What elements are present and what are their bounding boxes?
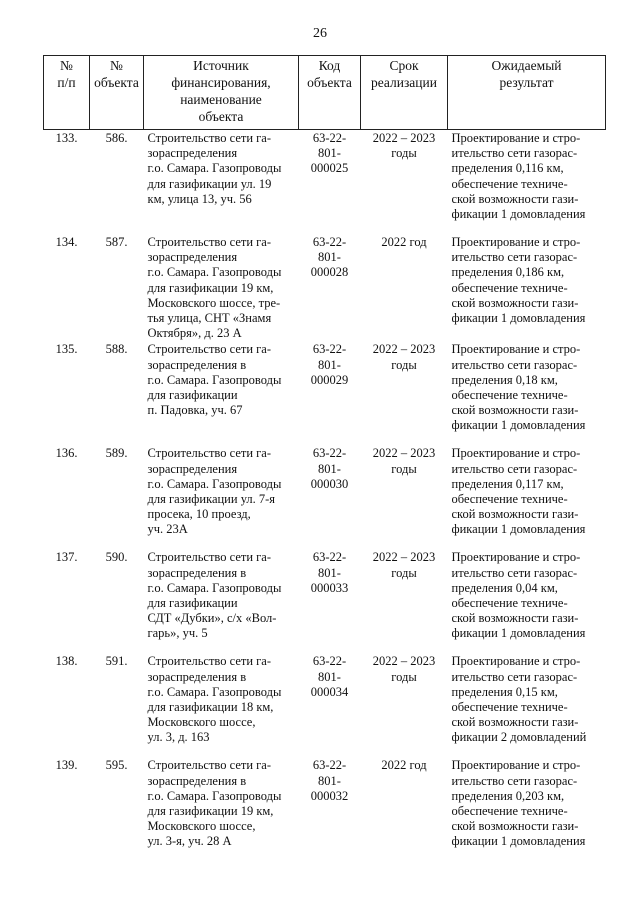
object-code-line: 63-22- xyxy=(312,131,347,145)
object-code xyxy=(299,341,361,445)
financing-source-line: г.о. Самара. Газопроводы xyxy=(147,684,282,699)
financing-source xyxy=(144,234,299,341)
object-number: 588. xyxy=(105,342,128,357)
expected-result-line: пределения 0,15 км, xyxy=(451,684,558,699)
object-number: 587. xyxy=(105,235,128,249)
implementation-term xyxy=(361,341,448,445)
financing-source-line: ул. 3-я, уч. 28 А xyxy=(147,834,232,849)
expected-result-line: Проектирование и стро- xyxy=(451,446,581,461)
financing-source-line: просека, 10 проезд, xyxy=(147,507,251,522)
implementation-term-line: 2022 год xyxy=(381,235,427,249)
table-row xyxy=(44,234,606,341)
financing-source-line: г.о. Самара. Газопроводы xyxy=(147,265,282,280)
object-number: 591. xyxy=(105,654,128,669)
implementation-term xyxy=(361,445,448,549)
table-row xyxy=(44,549,606,653)
object-code-line: 000032 xyxy=(310,788,349,803)
expected-result-line: Проектирование и стро- xyxy=(451,342,581,357)
object-code xyxy=(299,445,361,549)
financing-source-line: км, улица 13, уч. 56 xyxy=(147,191,252,206)
financing-source xyxy=(144,757,299,861)
financing-source-line: Строительство сети га- xyxy=(147,446,271,461)
object-number: 586. xyxy=(105,131,128,145)
expected-result-line: пределения 0,117 км, xyxy=(451,476,564,491)
financing-source-line: гарь», уч. 5 xyxy=(147,626,208,641)
expected-result xyxy=(448,757,606,861)
financing-source-line: Московского шоссе, xyxy=(147,715,256,730)
object-code-line: 63-22- xyxy=(312,550,347,565)
financing-source-line: Строительство сети га- xyxy=(147,131,271,145)
object-code xyxy=(299,130,361,235)
financing-source-line: зораспределения xyxy=(147,250,238,265)
financing-source-line: Строительство сети га- xyxy=(147,235,271,249)
expected-result-line: ительство сети газорас- xyxy=(451,250,578,265)
expected-result xyxy=(448,130,606,235)
implementation-term-line: 2022 – 2023 xyxy=(372,550,436,565)
header-source: Источник финансирования, наименование объекта xyxy=(144,56,299,130)
expected-result-line: Проектирование и стро- xyxy=(451,550,581,565)
expected-result-line: ительство сети газорас- xyxy=(451,773,578,788)
expected-result-line: ительство сети газорас- xyxy=(451,146,578,161)
table-row xyxy=(44,445,606,549)
expected-result-line: пределения 0,04 км, xyxy=(451,580,558,595)
object-code-line: 000028 xyxy=(310,265,349,280)
row-number: 133. xyxy=(55,131,78,145)
expected-result-line: ительство сети газорас- xyxy=(451,669,578,684)
object-code-line: 801- xyxy=(318,669,341,684)
financing-source-line: зораспределения xyxy=(147,461,238,476)
header-num: № п/п xyxy=(44,56,90,130)
expected-result-line: пределения 0,186 км, xyxy=(451,265,565,280)
financing-source-line: г.о. Самара. Газопроводы xyxy=(147,788,282,803)
financing-source-line: СДТ «Дубки», с/х «Вол- xyxy=(147,611,277,626)
object-code-line: 000029 xyxy=(310,372,349,387)
financing-source-line: Строительство сети га- xyxy=(147,758,271,773)
object-code-line: 000034 xyxy=(310,684,349,699)
financing-source-line: зораспределения в xyxy=(147,773,247,788)
expected-result-line: пределения 0,116 км, xyxy=(451,161,564,176)
row-number: 139. xyxy=(55,758,78,773)
object-code-line: 63-22- xyxy=(312,758,347,773)
implementation-term xyxy=(361,234,448,341)
object-code xyxy=(299,757,361,861)
financing-source-line: Строительство сети га- xyxy=(147,654,271,669)
header-code: Код объекта xyxy=(299,56,361,130)
object-number: 589. xyxy=(105,446,128,461)
implementation-term-line: годы xyxy=(391,669,417,684)
implementation-term xyxy=(361,549,448,653)
expected-result xyxy=(448,653,606,757)
implementation-term-line: годы xyxy=(391,565,417,580)
financing-source-line: п. Падовка, уч. 67 xyxy=(147,403,243,418)
financing-source-line: г.о. Самара. Газопроводы xyxy=(147,161,282,176)
financing-source-line: для газификации xyxy=(147,388,238,403)
table-row xyxy=(44,757,606,861)
expected-result-line: пределения 0,203 км, xyxy=(451,788,565,803)
financing-source xyxy=(144,653,299,757)
header-term: Срок реализации xyxy=(361,56,448,130)
expected-result-line: обеспечение техниче- xyxy=(451,176,568,191)
expected-result-line: ской возможности гази- xyxy=(451,507,579,522)
expected-result-line: ской возможности гази- xyxy=(451,403,579,418)
row-number: 137. xyxy=(55,550,78,565)
expected-result-line: обеспечение техниче- xyxy=(451,280,568,295)
expected-result-line: фикации 1 домовладения xyxy=(451,207,586,222)
expected-result-line: фикации 1 домовладения xyxy=(451,626,586,641)
row-number: 134. xyxy=(55,235,78,249)
expected-result-line: ительство сети газорас- xyxy=(451,461,578,476)
table-header-row xyxy=(44,56,606,130)
implementation-term-line: годы xyxy=(391,146,417,161)
financing-source-line: зораспределения в xyxy=(147,565,247,580)
object-code-line: 801- xyxy=(318,250,341,265)
implementation-term-line: 2022 год xyxy=(381,758,427,773)
object-number: 590. xyxy=(105,550,128,565)
implementation-term-line: 2022 – 2023 xyxy=(372,342,436,357)
object-code-line: 000030 xyxy=(310,476,349,491)
object-code-line: 801- xyxy=(318,565,341,580)
financing-source-line: зораспределения xyxy=(147,146,238,161)
expected-result-line: обеспечение техниче- xyxy=(451,804,568,819)
expected-result xyxy=(448,445,606,549)
implementation-term-line: 2022 – 2023 xyxy=(372,446,436,461)
financing-source xyxy=(144,445,299,549)
financing-source-line: для газификации 18 км, xyxy=(147,700,274,715)
financing-source-line: для газификации 19 км, xyxy=(147,804,274,819)
table-row xyxy=(44,341,606,445)
financing-source-line: Строительство сети га- xyxy=(147,342,271,357)
expected-result-line: ской возможности гази- xyxy=(451,295,579,310)
header-object-num: № объекта xyxy=(90,56,144,130)
expected-result-line: фикации 1 домовладения xyxy=(451,418,586,433)
financing-source xyxy=(144,341,299,445)
expected-result-line: ской возможности гази- xyxy=(451,715,579,730)
financing-source-line: Октября», д. 23 А xyxy=(147,326,242,341)
financing-source-line: для газификации ул. 19 xyxy=(147,176,272,191)
implementation-term xyxy=(361,130,448,235)
expected-result-line: обеспечение техниче- xyxy=(451,388,568,403)
expected-result-line: фикации 1 домовладения xyxy=(451,522,586,537)
implementation-term-line: годы xyxy=(391,461,417,476)
expected-result xyxy=(448,549,606,653)
financing-source-line: г.о. Самара. Газопроводы xyxy=(147,580,282,595)
object-code-line: 801- xyxy=(318,773,341,788)
financing-source-line: зораспределения в xyxy=(147,357,247,372)
object-number: 595. xyxy=(105,758,128,773)
object-code-line: 801- xyxy=(318,357,341,372)
table-row xyxy=(44,130,606,235)
implementation-term xyxy=(361,757,448,861)
expected-result-line: ской возможности гази- xyxy=(451,611,579,626)
object-code-line: 63-22- xyxy=(312,342,347,357)
expected-result-line: фикации 1 домовладения xyxy=(451,834,586,849)
financing-source-line: ул. 3, д. 163 xyxy=(147,730,210,745)
object-code-line: 801- xyxy=(318,461,341,476)
row-number: 135. xyxy=(55,342,78,357)
expected-result-line: ительство сети газорас- xyxy=(451,565,578,580)
financing-source-line: г.о. Самара. Газопроводы xyxy=(147,372,282,387)
expected-result xyxy=(448,234,606,341)
financing-source-line: Московского шоссе, тре- xyxy=(147,295,281,310)
financing-source-line: г.о. Самара. Газопроводы xyxy=(147,476,282,491)
object-code-line: 000033 xyxy=(310,580,349,595)
object-code-line: 801- xyxy=(318,146,341,161)
row-number: 138. xyxy=(55,654,78,669)
object-code xyxy=(299,653,361,757)
financing-source-line: зораспределения в xyxy=(147,669,247,684)
expected-result-line: обеспечение техниче- xyxy=(451,596,568,611)
table-row xyxy=(44,653,606,757)
expected-result-line: ской возможности гази- xyxy=(451,819,579,834)
expected-result-line: фикации 1 домовладения xyxy=(451,311,586,326)
expected-result-line: Проектирование и стро- xyxy=(451,131,581,145)
object-code-line: 63-22- xyxy=(312,654,347,669)
financing-source-line: уч. 23А xyxy=(147,522,188,537)
financing-source-line: Московского шоссе, xyxy=(147,819,256,834)
financing-source-line: Строительство сети га- xyxy=(147,550,271,565)
implementation-term xyxy=(361,653,448,757)
object-code-line: 63-22- xyxy=(312,446,347,461)
expected-result-line: Проектирование и стро- xyxy=(451,235,581,249)
expected-result-line: пределения 0,18 км, xyxy=(451,372,558,387)
implementation-term-line: 2022 – 2023 xyxy=(372,654,436,669)
financing-source xyxy=(144,549,299,653)
expected-result-line: обеспечение техниче- xyxy=(451,492,568,507)
object-code xyxy=(299,549,361,653)
expected-result-line: ской возможности гази- xyxy=(451,191,579,206)
object-code-line: 000025 xyxy=(310,161,349,176)
object-code-line: 63-22- xyxy=(312,235,347,249)
financing-source xyxy=(144,130,299,235)
financing-source-line: тья улица, СНТ «Знамя xyxy=(147,311,272,326)
expected-result-line: Проектирование и стро- xyxy=(451,758,581,773)
implementation-term-line: 2022 – 2023 xyxy=(372,131,436,145)
expected-result xyxy=(448,341,606,445)
projects-table xyxy=(43,55,606,861)
financing-source-line: для газификации ул. 7-я xyxy=(147,492,276,507)
page-number: 26 xyxy=(313,26,327,41)
header-result: Ожидаемый результат xyxy=(448,56,606,130)
expected-result-line: обеспечение техниче- xyxy=(451,700,568,715)
expected-result-line: ительство сети газорас- xyxy=(451,357,578,372)
expected-result-line: Проектирование и стро- xyxy=(451,654,581,669)
financing-source-line: для газификации 19 км, xyxy=(147,280,274,295)
object-code xyxy=(299,234,361,341)
expected-result-line: фикации 2 домовладений xyxy=(451,730,587,745)
financing-source-line: для газификации xyxy=(147,596,238,611)
implementation-term-line: годы xyxy=(391,357,417,372)
row-number: 136. xyxy=(55,446,78,461)
